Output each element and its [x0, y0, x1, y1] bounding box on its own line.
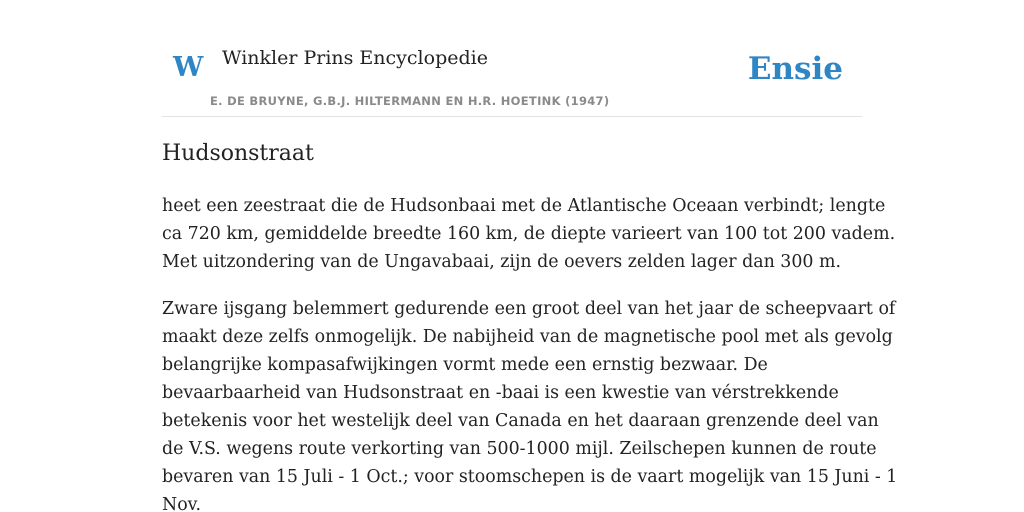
- paragraph-line: Nov.: [162, 495, 201, 512]
- entry-title: Hudsonstraat: [162, 141, 314, 166]
- paragraph-line: bevaarbaarheid van Hudsonstraat en -baai is een kwestie van vérstrekkende: [162, 383, 839, 403]
- paragraph-line: ca 720 km, gemiddelde breedte 160 km, de diepte varieert van 100 tot 200 vadem.: [162, 224, 896, 244]
- entry-body: [162, 192, 898, 512]
- paragraph-line: maakt deze zelfs onmogelijk. De nabijheid van de magnetische pool met als gevolg: [162, 327, 893, 347]
- entry-paragraph-2: [162, 295, 898, 512]
- paragraph-line: Zware ijsgang belemmert gedurende een groot deel van het jaar de scheepvaart of: [162, 299, 896, 319]
- paragraph-line: belangrijke kompasafwijkingen vormt mede een ernstig bezwaar. De: [162, 355, 768, 375]
- entry-paragraph-1: [162, 192, 896, 276]
- source-title[interactable]: Winkler Prins Encyclopedie: [222, 47, 488, 69]
- paragraph-line: heet een zeestraat die de Hudsonbaai met de Atlantische Oceaan verbindt; lengte: [162, 196, 886, 216]
- paragraph-line: bevaren van 15 Juli - 1 Oct.; voor stoomschepen is de vaart mogelijk van 15 Juni - 1: [162, 467, 898, 487]
- winkler-prins-logo[interactable]: W: [173, 52, 204, 83]
- site-header: [162, 30, 862, 117]
- source-authors: E. DE BRUYNE, G.B.J. HILTERMANN EN H.R. HOETINK (1947): [210, 94, 610, 108]
- paragraph-line: betekenis voor het westelijk deel van Canada en het daaraan grenzende deel van: [162, 411, 879, 431]
- paragraph-line: de V.S. wegens route verkorting van 500-1000 mijl. Zeilschepen kunnen de route: [162, 439, 877, 459]
- ensie-logo[interactable]: Ensie: [747, 51, 843, 87]
- paragraph-line: Met uitzondering van de Ungavabaai, zijn de oevers zelden lager dan 300 m.: [162, 252, 842, 272]
